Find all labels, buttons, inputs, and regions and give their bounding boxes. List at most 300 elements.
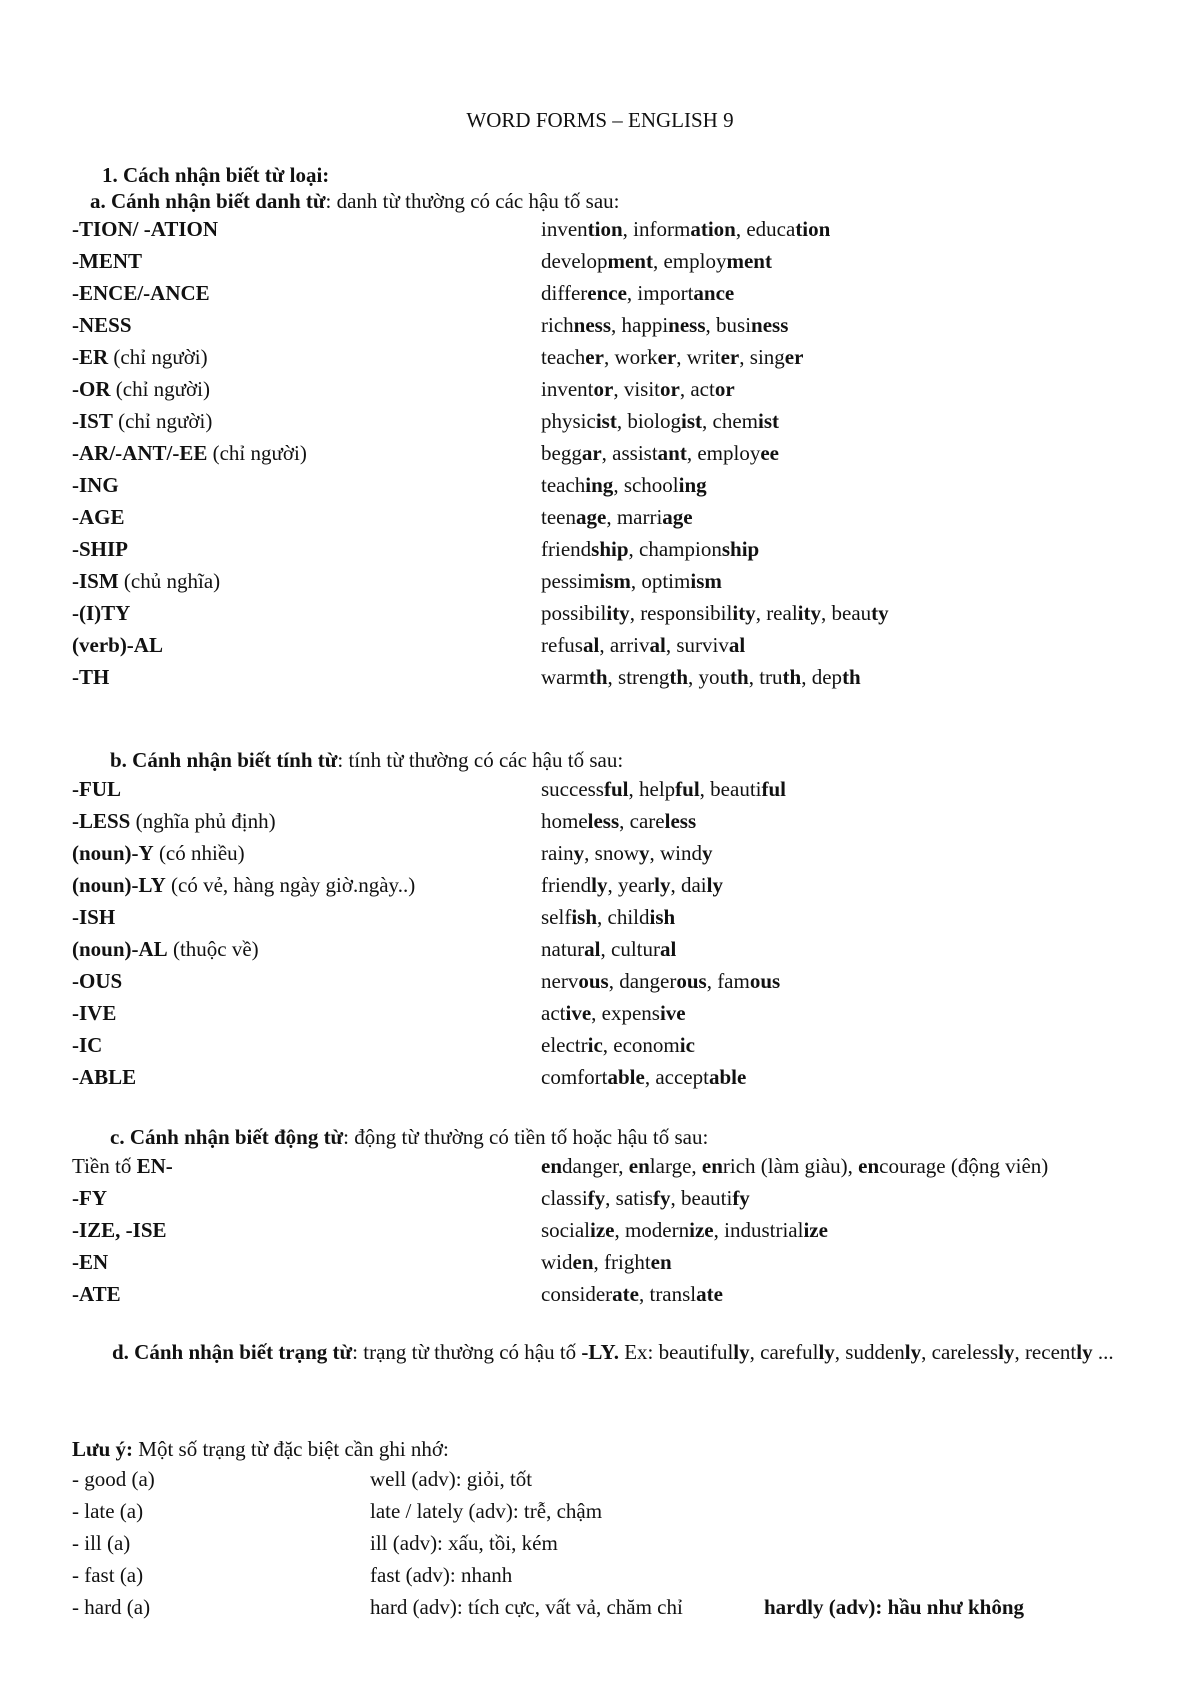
text-fragment: , year (607, 873, 655, 897)
suffix-cell (72, 472, 119, 498)
example-cell (541, 1217, 828, 1243)
bold-fragment: ly (1076, 1340, 1093, 1364)
note-adverb: hard (adv): tích cực, vất vả, chăm chỉ (370, 1595, 683, 1619)
note-adverb: ill (adv): xấu, tồi, kém (370, 1531, 558, 1555)
text-fragment: , snow (584, 841, 639, 865)
bold-fragment: ful (675, 777, 700, 801)
noun-section-desc: : danh từ thường có các hậu tố sau: (325, 189, 620, 213)
text-fragment: success (541, 777, 604, 801)
example-cell (541, 1249, 672, 1275)
text-fragment: warm (541, 665, 589, 689)
bold-fragment: -OR (72, 377, 111, 401)
text-fragment: , careless (921, 1340, 999, 1364)
bold-fragment: (verb)-AL (72, 633, 163, 657)
text-fragment: , care (619, 809, 665, 833)
suffix-cell (72, 1185, 107, 1211)
example-cell (541, 568, 722, 594)
bold-fragment: -AR/-ANT/-EE (72, 441, 208, 465)
text-fragment: , wind (649, 841, 702, 865)
text-fragment: teach (541, 345, 586, 369)
text-fragment: act (541, 1001, 566, 1025)
text-fragment: , visit (613, 377, 661, 401)
bold-fragment: ic (679, 1033, 695, 1057)
bold-fragment: er (784, 345, 804, 369)
adverb-section-paragraph (72, 1336, 1132, 1368)
bold-fragment: ful (603, 777, 629, 801)
text-fragment: nerv (541, 969, 579, 993)
suffix-cell (72, 440, 307, 466)
text-fragment: (có nhiều) (153, 841, 245, 865)
suffix-cell (72, 936, 259, 962)
text-fragment: , careful (749, 1340, 819, 1364)
text-fragment: large, (649, 1154, 702, 1178)
bold-fragment: ish (571, 905, 598, 929)
example-cell (541, 408, 779, 434)
example-cell (541, 1185, 750, 1211)
bold-fragment: ly (654, 873, 671, 897)
text-fragment: , act (679, 377, 715, 401)
bold-fragment: or (660, 377, 680, 401)
note-adjective: - fast (a) (72, 1563, 144, 1587)
bold-fragment: ment (726, 249, 772, 273)
bold-fragment: -OUS (72, 969, 123, 993)
verb-section-label: c. Cánh nhận biết động từ (110, 1125, 344, 1149)
bold-fragment: ly (591, 873, 608, 897)
bold-fragment: -LY. (581, 1340, 619, 1364)
bold-fragment: fy (587, 1186, 606, 1210)
bold-fragment: ate (612, 1282, 639, 1306)
bold-fragment: ant (657, 441, 687, 465)
bold-fragment: -ISM (72, 569, 119, 593)
text-fragment: inven (541, 217, 588, 241)
example-cell (541, 776, 786, 802)
bold-fragment: ness (573, 313, 612, 337)
bold-fragment: -SHIP (72, 537, 129, 561)
bold-fragment: ing (678, 473, 707, 497)
text-fragment: friend (541, 873, 592, 897)
text-fragment: differ (541, 281, 588, 305)
bold-fragment: ity (797, 601, 821, 625)
bold-fragment: ism (599, 569, 631, 593)
bold-fragment: -IC (72, 1033, 103, 1057)
text-fragment: possibil (541, 601, 607, 625)
bold-fragment: th (730, 665, 749, 689)
adverb-section-text (352, 1340, 1113, 1364)
example-cell (541, 1000, 686, 1026)
bold-fragment: ment (607, 249, 653, 273)
suffix-cell (72, 808, 276, 834)
example-cell (541, 376, 735, 402)
note-extra-adverb: hardly (adv): hầu như không (764, 1595, 1025, 1619)
bold-fragment: al (728, 633, 746, 657)
bold-fragment: ive (565, 1001, 592, 1025)
bold-fragment: -ER (72, 345, 109, 369)
bold-fragment: or (593, 377, 614, 401)
text-fragment: , import (626, 281, 694, 305)
text-fragment: , champion (628, 537, 722, 561)
bold-fragment: th (782, 665, 802, 689)
text-fragment: , recent (1014, 1340, 1077, 1364)
bold-fragment: ness (751, 313, 789, 337)
text-fragment: comfort (541, 1065, 608, 1089)
example-cell (541, 936, 676, 962)
text-fragment: (chỉ người) (108, 345, 208, 369)
text-fragment: social (541, 1218, 590, 1242)
text-fragment: , employ (652, 249, 727, 273)
text-fragment: , arriv (599, 633, 650, 657)
text-fragment: , marri (606, 505, 663, 529)
text-fragment: , beau (821, 601, 872, 625)
section-heading (102, 162, 329, 188)
bold-fragment: ty (871, 601, 889, 625)
note-adjective: - hard (a) (72, 1595, 151, 1619)
note-adjective: - ill (a) (72, 1531, 131, 1555)
example-cell (541, 1032, 695, 1058)
suffix-cell (72, 1281, 121, 1307)
text-fragment: , writ (676, 345, 721, 369)
example-cell (541, 216, 830, 242)
section-heading-text: 1. Cách nhận biết từ loại: (102, 163, 330, 187)
suffix-cell (72, 536, 128, 562)
text-fragment: (chỉ người) (110, 377, 210, 401)
bold-fragment: ism (690, 569, 722, 593)
text-fragment: , educa (735, 217, 796, 241)
text-fragment: , child (597, 905, 650, 929)
suffix-cell (72, 408, 212, 434)
bold-fragment: y (639, 841, 650, 865)
bold-fragment: ly (733, 1340, 750, 1364)
text-fragment: (chỉ người) (112, 409, 213, 433)
bold-fragment: th (669, 665, 689, 689)
suffix-cell (72, 1000, 116, 1026)
bold-fragment: ous (749, 969, 781, 993)
bold-fragment: en (701, 1154, 723, 1178)
bold-fragment: ship (721, 537, 760, 561)
example-cell (541, 1281, 723, 1307)
bold-fragment: age (575, 505, 607, 529)
text-fragment: , help (628, 777, 676, 801)
suffix-cell (72, 312, 132, 338)
text-fragment: , sing (739, 345, 785, 369)
noun-section-heading (90, 188, 620, 214)
bold-fragment: ish (649, 905, 676, 929)
suffix-cell (72, 376, 210, 402)
text-fragment: , biolog (616, 409, 681, 433)
text-fragment: (nghĩa phủ định) (130, 809, 276, 833)
bold-fragment: th (842, 665, 861, 689)
text-fragment: Ex: beautiful (618, 1340, 734, 1364)
bold-fragment: -TION/ -ATION (72, 217, 219, 241)
verb-section-heading (110, 1124, 708, 1150)
bold-fragment: -NESS (72, 313, 132, 337)
suffix-cell (72, 568, 220, 594)
example-cell (541, 472, 707, 498)
suffix-cell (72, 1032, 102, 1058)
example-cell (541, 248, 772, 274)
text-fragment: , econom (602, 1033, 680, 1057)
bold-fragment: ly (998, 1340, 1015, 1364)
bold-fragment: ous (676, 969, 707, 993)
bold-fragment: fy (732, 1186, 750, 1210)
bold-fragment: less (587, 809, 620, 833)
bold-fragment: EN- (136, 1154, 173, 1178)
bold-fragment: ship (591, 537, 629, 561)
text-fragment: consider (541, 1282, 613, 1306)
suffix-cell (72, 1217, 167, 1243)
text-fragment: wid (541, 1250, 573, 1274)
bold-fragment: en (628, 1154, 650, 1178)
bold-fragment: ly (904, 1340, 922, 1364)
example-cell (541, 904, 675, 930)
bold-fragment: er (657, 345, 677, 369)
text-fragment: Tiền tố (72, 1154, 137, 1178)
text-fragment: courage (động viên) (879, 1154, 1049, 1178)
example-cell (541, 536, 759, 562)
text-fragment: , satis (605, 1186, 653, 1210)
suffix-cell (72, 248, 142, 274)
bold-fragment: ity (732, 601, 756, 625)
bold-fragment: al (649, 633, 666, 657)
example-cell (541, 280, 734, 306)
bold-fragment: -ENCE/-ANCE (72, 281, 210, 305)
text-fragment: pessim (541, 569, 600, 593)
bold-fragment: y (702, 841, 713, 865)
text-fragment: begg (541, 441, 582, 465)
text-fragment: , real (755, 601, 798, 625)
bold-fragment: en (572, 1250, 594, 1274)
text-fragment: : trạng từ thường có hậu tố (352, 1340, 582, 1364)
text-fragment: danger, (562, 1154, 629, 1178)
bold-fragment: th (588, 665, 608, 689)
text-fragment: , work (603, 345, 658, 369)
bold-fragment: ize (803, 1218, 828, 1242)
bold-fragment: ly (706, 873, 723, 897)
example-cell (541, 840, 713, 866)
bold-fragment: (noun)-AL (72, 937, 168, 961)
bold-fragment: ence (587, 281, 627, 305)
text-fragment: , industrial (713, 1218, 804, 1242)
bold-fragment: al (582, 633, 600, 657)
note-adverb: late / lately (adv): trễ, chậm (370, 1499, 603, 1523)
text-fragment: , tru (748, 665, 783, 689)
text-fragment: , streng (607, 665, 670, 689)
example-cell (541, 664, 861, 690)
bold-fragment: ness (668, 313, 706, 337)
adjective-section-desc: : tính từ thường có các hậu tố sau: (337, 748, 624, 772)
text-fragment: electr (541, 1033, 588, 1057)
text-fragment: , happi (611, 313, 669, 337)
text-fragment: , employ (686, 441, 761, 465)
text-fragment: , transl (638, 1282, 697, 1306)
bold-fragment: er (585, 345, 604, 369)
example-cell (541, 968, 780, 994)
text-fragment: , you (688, 665, 731, 689)
text-fragment: , dai (670, 873, 707, 897)
text-fragment: , sudden (834, 1340, 905, 1364)
text-fragment: develop (541, 249, 608, 273)
note-label: Lưu ý: (72, 1437, 134, 1461)
bold-fragment: able (708, 1065, 747, 1089)
suffix-cell (72, 280, 210, 306)
bold-fragment: -EN (72, 1250, 109, 1274)
text-fragment: , beauti (699, 777, 762, 801)
example-cell (541, 1064, 746, 1090)
bold-fragment: en (541, 1154, 562, 1178)
page-title: WORD FORMS – ENGLISH 9 (466, 108, 734, 132)
bold-fragment: -IVE (72, 1001, 117, 1025)
suffix-cell (72, 776, 121, 802)
suffix-cell (72, 216, 218, 242)
bold-fragment: ance (693, 281, 735, 305)
text-fragment: (chỉ người) (207, 441, 307, 465)
bold-fragment: ist (595, 409, 617, 433)
text-fragment: , inform (622, 217, 691, 241)
suffix-cell (72, 600, 130, 626)
bold-fragment: -FY (72, 1186, 107, 1210)
text-fragment: , fright (593, 1250, 651, 1274)
bold-fragment: -AGE (72, 505, 125, 529)
suffix-cell (72, 664, 109, 690)
bold-fragment: y (573, 841, 585, 865)
example-cell (541, 504, 693, 530)
suffix-cell (72, 1249, 108, 1275)
verb-section-desc: : động từ thường có tiền tố hoặc hậu tố sau: (343, 1125, 709, 1149)
text-fragment: , school (613, 473, 679, 497)
bold-fragment: -ING (72, 473, 119, 497)
bold-fragment: less (664, 809, 697, 833)
text-fragment: , accept (644, 1065, 709, 1089)
suffix-cell (72, 1064, 136, 1090)
bold-fragment: fy (653, 1186, 671, 1210)
bold-fragment: -ISH (72, 905, 116, 929)
bold-fragment: -FUL (72, 777, 121, 801)
note-adjective: - late (a) (72, 1499, 144, 1523)
text-fragment: (chủ nghĩa) (118, 569, 221, 593)
text-fragment: , dep (801, 665, 843, 689)
bold-fragment: -LESS (72, 809, 131, 833)
text-fragment: physic (541, 409, 596, 433)
suffix-cell (72, 968, 122, 994)
text-fragment: teach (541, 473, 586, 497)
example-cell (541, 600, 889, 626)
bold-fragment: ful (761, 777, 786, 801)
bold-fragment: -IZE, -ISE (72, 1218, 167, 1242)
bold-fragment: en (858, 1154, 880, 1178)
text-fragment: teen (541, 505, 576, 529)
text-fragment: , fam (706, 969, 750, 993)
bold-fragment: en (650, 1250, 672, 1274)
bold-fragment: ize (689, 1218, 714, 1242)
suffix-cell (72, 1153, 173, 1179)
suffix-cell (72, 840, 245, 866)
bold-fragment: ize (589, 1218, 615, 1242)
bold-fragment: ate (696, 1282, 723, 1306)
text-fragment: invent (541, 377, 594, 401)
suffix-cell (72, 872, 415, 898)
text-fragment: refus (541, 633, 583, 657)
bold-fragment: er (720, 345, 740, 369)
text-fragment: (có vẻ, hàng ngày giờ.ngày..) (165, 873, 416, 897)
bold-fragment: ity (606, 601, 630, 625)
example-cell (541, 808, 696, 834)
bold-fragment: -MENT (72, 249, 142, 273)
text-fragment: , assist (601, 441, 658, 465)
example-cell (541, 344, 803, 370)
note-adverb: well (adv): giỏi, tốt (370, 1467, 533, 1491)
text-fragment: home (541, 809, 588, 833)
text-fragment: ... (1092, 1340, 1114, 1364)
suffix-cell (72, 904, 115, 930)
noun-section-label: a. Cánh nhận biết danh từ (90, 189, 326, 213)
bold-fragment: -ABLE (72, 1065, 137, 1089)
adjective-section-label: b. Cánh nhận biết tính từ (110, 748, 338, 772)
text-fragment: , optim (630, 569, 691, 593)
note-adjective: - good (a) (72, 1467, 155, 1491)
example-cell (541, 872, 723, 898)
text-fragment: , responsibil (629, 601, 733, 625)
text-fragment: , beauti (670, 1186, 733, 1210)
bold-fragment: ic (587, 1033, 603, 1057)
text-fragment: , cultur (600, 937, 660, 961)
text-fragment: natur (541, 937, 585, 961)
bold-fragment: ly (818, 1340, 835, 1364)
bold-fragment: -(I)TY (72, 601, 131, 625)
note-heading (72, 1436, 449, 1462)
bold-fragment: ist (681, 409, 702, 433)
text-fragment: , chem (702, 409, 758, 433)
bold-fragment: ist (757, 409, 779, 433)
text-fragment: rain (541, 841, 574, 865)
adverb-section-label: d. Cánh nhận biết trạng từ (112, 1340, 353, 1364)
bold-fragment: or (714, 377, 735, 401)
suffix-cell (72, 504, 125, 530)
text-fragment: , modern (614, 1218, 690, 1242)
text-fragment: , danger (608, 969, 677, 993)
bold-fragment: -ATE (72, 1282, 121, 1306)
example-cell (541, 440, 779, 466)
bold-fragment: ee (760, 441, 780, 465)
bold-fragment: able (607, 1065, 645, 1089)
bold-fragment: age (662, 505, 693, 529)
suffix-cell (72, 632, 163, 658)
bold-fragment: al (659, 937, 677, 961)
text-fragment: self (541, 905, 572, 929)
note-adverb: fast (adv): nhanh (370, 1563, 513, 1587)
bold-fragment: ive (659, 1001, 686, 1025)
text-fragment: rich (541, 313, 574, 337)
bold-fragment: ation (690, 217, 736, 241)
bold-fragment: (noun)-LY (72, 873, 166, 897)
adjective-section-heading (110, 747, 623, 773)
bold-fragment: -TH (72, 665, 110, 689)
bold-fragment: ing (585, 473, 614, 497)
example-cell (541, 1153, 1048, 1179)
bold-fragment: ar (581, 441, 602, 465)
example-cell (541, 632, 745, 658)
text-fragment: , expens (591, 1001, 660, 1025)
note-desc: Một số trạng từ đặc biệt cần ghi nhớ: (133, 1437, 449, 1461)
text-fragment: (thuộc về) (167, 937, 259, 961)
text-fragment: classi (541, 1186, 588, 1210)
suffix-cell (72, 344, 208, 370)
bold-fragment: tion (587, 217, 623, 241)
text-fragment: , busi (705, 313, 752, 337)
bold-fragment: al (584, 937, 601, 961)
text-fragment: friend (541, 537, 592, 561)
bold-fragment: -IST (72, 409, 113, 433)
bold-fragment: tion (795, 217, 831, 241)
example-cell (541, 312, 788, 338)
